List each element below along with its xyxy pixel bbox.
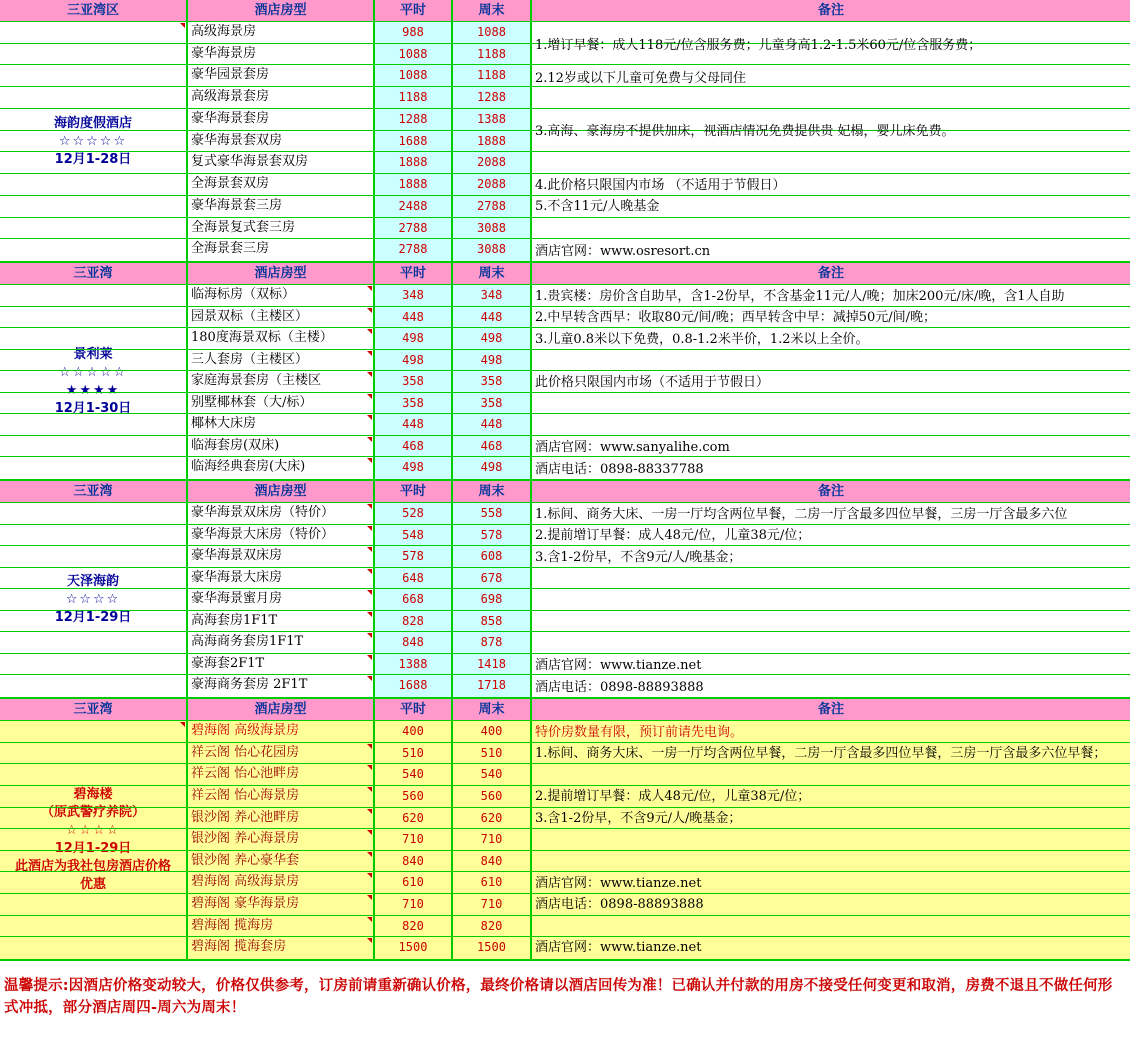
note-line: 1.标间、商务大床、一房一厅均含两位早餐，二房一厅含最多四位早餐，三房一厅含最多六位早餐； bbox=[535, 746, 1107, 761]
weekday-price: 528 bbox=[375, 503, 453, 524]
weekday-price: 710 bbox=[375, 829, 453, 850]
room-type: 豪华海景大床房（特价） bbox=[188, 525, 375, 546]
weekday-price: 358 bbox=[375, 371, 453, 392]
room-type: 豪海套2F1T bbox=[188, 654, 375, 675]
weekday-price: 540 bbox=[375, 764, 453, 785]
weekday-price: 840 bbox=[375, 851, 453, 872]
weekend-price: 698 bbox=[453, 589, 532, 610]
room-type: 银沙阁 养心豪华套 bbox=[188, 851, 375, 872]
hotel-name: 景利莱 bbox=[73, 347, 113, 362]
weekend-price: 468 bbox=[453, 436, 532, 457]
weekday-price: 1888 bbox=[375, 152, 453, 173]
weekend-price: 498 bbox=[453, 350, 532, 371]
room-type: 豪华海景套房 bbox=[188, 109, 375, 130]
weekday-price: 348 bbox=[375, 285, 453, 306]
header-room-type: 酒店房型 bbox=[188, 481, 375, 502]
weekend-price: 510 bbox=[453, 743, 532, 764]
header-notes: 备注 bbox=[817, 702, 844, 717]
hotel-stars: ☆☆☆☆☆ bbox=[58, 365, 128, 380]
room-type: 180度海景双标（主楼） bbox=[188, 328, 375, 349]
header-weekday: 平时 bbox=[375, 0, 453, 21]
weekday-price: 1288 bbox=[375, 109, 453, 130]
room-type: 碧海阁 豪华海景房 bbox=[188, 894, 375, 915]
room-type: 临海标房（双标） bbox=[188, 285, 375, 306]
block-1-header bbox=[0, 0, 1130, 22]
hotel-period: 12月1-29日 bbox=[54, 841, 132, 856]
weekday-price: 498 bbox=[375, 457, 453, 479]
weekday-price: 2788 bbox=[375, 218, 453, 239]
weekend-price: 1888 bbox=[453, 131, 532, 152]
weekend-price: 1188 bbox=[453, 44, 532, 65]
footer-disclaimer: 温馨提示:因酒店价格变动较大，价格仅供参考，订房前请重新确认价格，最终价格请以酒店回传为准！已确认并付款的用房不接受任何变更和取消，房费不退且不做任何形式冲抵，部分酒店周四-周六为周末！ bbox=[4, 978, 1113, 1016]
room-type: 高海商务套房1F1T bbox=[188, 632, 375, 653]
note-line: 特价房数量有限，预订前请先电询。 bbox=[535, 725, 744, 740]
header-weekend: 周末 bbox=[453, 0, 532, 21]
room-type: 临海套房(双床) bbox=[188, 436, 375, 457]
header-notes: 备注 bbox=[817, 266, 844, 281]
weekday-price: 1088 bbox=[375, 44, 453, 65]
weekend-price: 820 bbox=[453, 916, 532, 937]
note-line: 3.儿童0.8米以下免费，0.8-1.2米半价，1.2米以上全价。 bbox=[535, 332, 869, 347]
weekday-price: 1388 bbox=[375, 654, 453, 675]
header-weekend: 周末 bbox=[453, 263, 532, 284]
weekday-price: 468 bbox=[375, 436, 453, 457]
weekend-price: 1388 bbox=[453, 109, 532, 130]
room-type: 三人套房（主楼区） bbox=[188, 350, 375, 371]
room-type: 全海景复式套三房 bbox=[188, 218, 375, 239]
room-type: 家庭海景套房（主楼区 bbox=[188, 371, 375, 392]
note-line: 3.高海、豪海房不提供加床，视酒店情况免费提供贵 妃榻，婴儿床免费。 bbox=[535, 124, 955, 139]
weekend-price: 348 bbox=[453, 285, 532, 306]
note-line: 1.标间、商务大床、一房一厅均含两位早餐，二房一厅含最多四位早餐，三房一厅含最多六位 bbox=[535, 507, 1068, 522]
header-notes: 备注 bbox=[817, 3, 844, 18]
room-type: 别墅椰林套（大/标） bbox=[188, 393, 375, 414]
hotel-block-haiyun bbox=[0, 22, 1130, 263]
hotel-period: 12月1-30日 bbox=[54, 401, 132, 416]
weekend-price: 1418 bbox=[453, 654, 532, 675]
weekday-price: 1888 bbox=[375, 174, 453, 195]
room-type: 椰林大床房 bbox=[188, 414, 375, 435]
weekend-price: 498 bbox=[453, 457, 532, 479]
note-line: 酒店电话：0898-88893888 bbox=[535, 680, 704, 695]
hotel-period: 12月1-28日 bbox=[54, 151, 132, 167]
weekend-price: 1718 bbox=[453, 675, 532, 697]
room-type: 豪华海景双床房 bbox=[188, 546, 375, 567]
room-type: 全海景套三房 bbox=[188, 239, 375, 261]
note-line: 酒店官网：www.tianze.net bbox=[535, 658, 702, 673]
header-room-type: 酒店房型 bbox=[188, 699, 375, 720]
header-weekday: 平时 bbox=[375, 699, 453, 720]
room-type: 豪华海景套双房 bbox=[188, 131, 375, 152]
note-line: 酒店官网：www.osresort.cn bbox=[535, 244, 711, 259]
room-type: 银沙阁 养心海景房 bbox=[188, 829, 375, 850]
weekday-price: 820 bbox=[375, 916, 453, 937]
room-type: 豪华园景套房 bbox=[188, 65, 375, 86]
weekday-price: 2488 bbox=[375, 196, 453, 217]
room-type: 银沙阁 养心池畔房 bbox=[188, 808, 375, 829]
hotel-block-tianze bbox=[0, 503, 1130, 699]
weekend-price: 840 bbox=[453, 851, 532, 872]
hotel-stars-filled: ★★★★ bbox=[65, 383, 121, 398]
weekday-price: 560 bbox=[375, 786, 453, 807]
weekend-price: 358 bbox=[453, 393, 532, 414]
room-type: 高级海景套房 bbox=[188, 87, 375, 108]
room-type: 豪海商务套房 2F1T bbox=[188, 675, 375, 697]
hotel-stars: ☆☆☆☆ bbox=[65, 823, 121, 838]
weekend-price: 1088 bbox=[453, 22, 532, 43]
weekday-price: 2788 bbox=[375, 239, 453, 261]
notes-cell bbox=[532, 721, 1130, 959]
block-3-header bbox=[0, 481, 1130, 503]
room-type: 全海景套双房 bbox=[188, 174, 375, 195]
weekend-price: 610 bbox=[453, 872, 532, 893]
weekday-price: 358 bbox=[375, 393, 453, 414]
weekend-price: 448 bbox=[453, 307, 532, 328]
weekend-price: 2088 bbox=[453, 152, 532, 173]
header-weekend: 周末 bbox=[453, 481, 532, 502]
weekend-price: 678 bbox=[453, 568, 532, 589]
room-type: 豪华海景双床房（特价） bbox=[188, 503, 375, 524]
weekend-price: 560 bbox=[453, 786, 532, 807]
room-type: 豪华海景蜜月房 bbox=[188, 589, 375, 610]
header-area: 三亚湾 bbox=[0, 481, 188, 502]
weekday-price: 548 bbox=[375, 525, 453, 546]
room-type: 豪华海景大床房 bbox=[188, 568, 375, 589]
weekend-price: 540 bbox=[453, 764, 532, 785]
weekend-price: 578 bbox=[453, 525, 532, 546]
hotel-name: 海韵度假酒店 bbox=[53, 115, 132, 131]
room-type: 碧海阁 高级海景房 bbox=[188, 721, 375, 742]
notes-cell bbox=[532, 503, 1130, 697]
hotel-block-bihailou bbox=[0, 721, 1130, 961]
hotel-promo: 此酒店为我社包房酒店价格优惠 bbox=[14, 859, 171, 892]
weekday-price: 710 bbox=[375, 894, 453, 915]
room-type: 豪华海景套三房 bbox=[188, 196, 375, 217]
note-line: 酒店官网：www.tianze.net bbox=[535, 940, 702, 955]
hotel-name: 天泽海韵 bbox=[66, 574, 119, 589]
room-type: 临海经典套房(大床) bbox=[188, 457, 375, 479]
header-weekday: 平时 bbox=[375, 481, 453, 502]
room-type: 祥云阁 怡心花园房 bbox=[188, 743, 375, 764]
note-line: 1.增订早餐：成人118元/位含服务费；儿童身高1.2-1.5米60元/位含服务费； bbox=[535, 38, 982, 53]
note-line: 酒店电话：0898-88893888 bbox=[535, 897, 704, 912]
header-area: 三亚湾区 bbox=[0, 0, 188, 21]
weekday-price: 620 bbox=[375, 808, 453, 829]
note-line: 2.提前增订早餐：成人48元/位，儿童38元/位； bbox=[535, 528, 811, 543]
hotel-name: 碧海楼 bbox=[73, 787, 113, 802]
weekend-price: 710 bbox=[453, 829, 532, 850]
header-room-type: 酒店房型 bbox=[188, 0, 375, 21]
weekend-price: 400 bbox=[453, 721, 532, 742]
weekday-price: 648 bbox=[375, 568, 453, 589]
weekend-price: 620 bbox=[453, 808, 532, 829]
hotel-name-note: （原武警疗养院） bbox=[40, 805, 145, 820]
header-area: 三亚湾 bbox=[0, 263, 188, 284]
weekday-price: 1500 bbox=[375, 937, 453, 959]
hotel-block-jinglilai bbox=[0, 285, 1130, 481]
weekend-price: 2788 bbox=[453, 196, 532, 217]
weekend-price: 608 bbox=[453, 546, 532, 567]
note-line: 酒店官网：www.sanyalihe.com bbox=[535, 440, 730, 455]
notes-cell bbox=[532, 22, 1130, 261]
room-type: 碧海阁 高级海景房 bbox=[188, 872, 375, 893]
room-type: 园景双标（主楼区） bbox=[188, 307, 375, 328]
note-line: 2.12岁或以下儿童可免费与父母同住 bbox=[535, 71, 746, 86]
weekend-price: 498 bbox=[453, 328, 532, 349]
room-type: 复式豪华海景套双房 bbox=[188, 152, 375, 173]
note-line: 2.中早转含西早：收取80元/间/晚；西早转含中早：减掉50元/间/晚； bbox=[535, 310, 937, 325]
weekday-price: 498 bbox=[375, 350, 453, 371]
hotel-stars: ☆☆☆☆ bbox=[65, 592, 121, 607]
header-weekday: 平时 bbox=[375, 263, 453, 284]
weekday-price: 1688 bbox=[375, 131, 453, 152]
room-type: 高海套房1F1T bbox=[188, 611, 375, 632]
note-line: 此价格只限国内市场（不适用于节假日） bbox=[535, 375, 770, 390]
weekday-price: 498 bbox=[375, 328, 453, 349]
header-notes: 备注 bbox=[817, 484, 844, 499]
note-line: 酒店电话：0898-88337788 bbox=[535, 462, 704, 477]
note-line: 5.不含11元/人晚基金 bbox=[535, 199, 660, 214]
weekday-price: 848 bbox=[375, 632, 453, 653]
room-type: 碧海阁 揽海房 bbox=[188, 916, 375, 937]
weekday-price: 668 bbox=[375, 589, 453, 610]
weekday-price: 578 bbox=[375, 546, 453, 567]
weekend-price: 858 bbox=[453, 611, 532, 632]
room-type: 豪华海景房 bbox=[188, 44, 375, 65]
room-type: 高级海景房 bbox=[188, 22, 375, 43]
header-area: 三亚湾 bbox=[0, 699, 188, 720]
weekday-price: 1088 bbox=[375, 65, 453, 86]
header-weekend: 周末 bbox=[453, 699, 532, 720]
note-line: 酒店官网：www.tianze.net bbox=[535, 876, 702, 891]
weekend-price: 1188 bbox=[453, 65, 532, 86]
weekend-price: 2088 bbox=[453, 174, 532, 195]
room-type: 碧海阁 揽海套房 bbox=[188, 937, 375, 959]
note-line: 1.贵宾楼：房价含自助早，含1-2份早，不含基金11元/人/晚；加床200元/床/晚，含1人自助 bbox=[535, 289, 1065, 304]
note-line: 4.此价格只限国内市场 （不适用于节假日） bbox=[535, 178, 786, 193]
note-line: 2.提前增订早餐：成人48元/位，儿童38元/位； bbox=[535, 789, 811, 804]
weekday-price: 448 bbox=[375, 307, 453, 328]
hotel-stars: ☆☆☆☆☆ bbox=[58, 133, 128, 149]
weekend-price: 3088 bbox=[453, 239, 532, 261]
block-4-header bbox=[0, 699, 1130, 721]
weekday-price: 610 bbox=[375, 872, 453, 893]
weekday-price: 1688 bbox=[375, 675, 453, 697]
note-line: 3.含1-2份早，不含9元/人/晚基金； bbox=[535, 550, 742, 565]
weekday-price: 988 bbox=[375, 22, 453, 43]
room-type: 祥云阁 怡心海景房 bbox=[188, 786, 375, 807]
weekday-price: 1188 bbox=[375, 87, 453, 108]
weekday-price: 448 bbox=[375, 414, 453, 435]
hotel-period: 12月1-29日 bbox=[54, 610, 132, 625]
weekend-price: 710 bbox=[453, 894, 532, 915]
weekend-price: 1288 bbox=[453, 87, 532, 108]
weekend-price: 558 bbox=[453, 503, 532, 524]
weekday-price: 828 bbox=[375, 611, 453, 632]
weekend-price: 1500 bbox=[453, 937, 532, 959]
weekday-price: 400 bbox=[375, 721, 453, 742]
note-line: 3.含1-2份早，不含9元/人/晚基金； bbox=[535, 811, 742, 826]
room-type: 祥云阁 怡心池畔房 bbox=[188, 764, 375, 785]
block-2-header bbox=[0, 263, 1130, 285]
weekend-price: 448 bbox=[453, 414, 532, 435]
notes-cell bbox=[532, 285, 1130, 479]
weekend-price: 878 bbox=[453, 632, 532, 653]
weekend-price: 358 bbox=[453, 371, 532, 392]
header-room-type: 酒店房型 bbox=[188, 263, 375, 284]
weekday-price: 510 bbox=[375, 743, 453, 764]
weekend-price: 3088 bbox=[453, 218, 532, 239]
